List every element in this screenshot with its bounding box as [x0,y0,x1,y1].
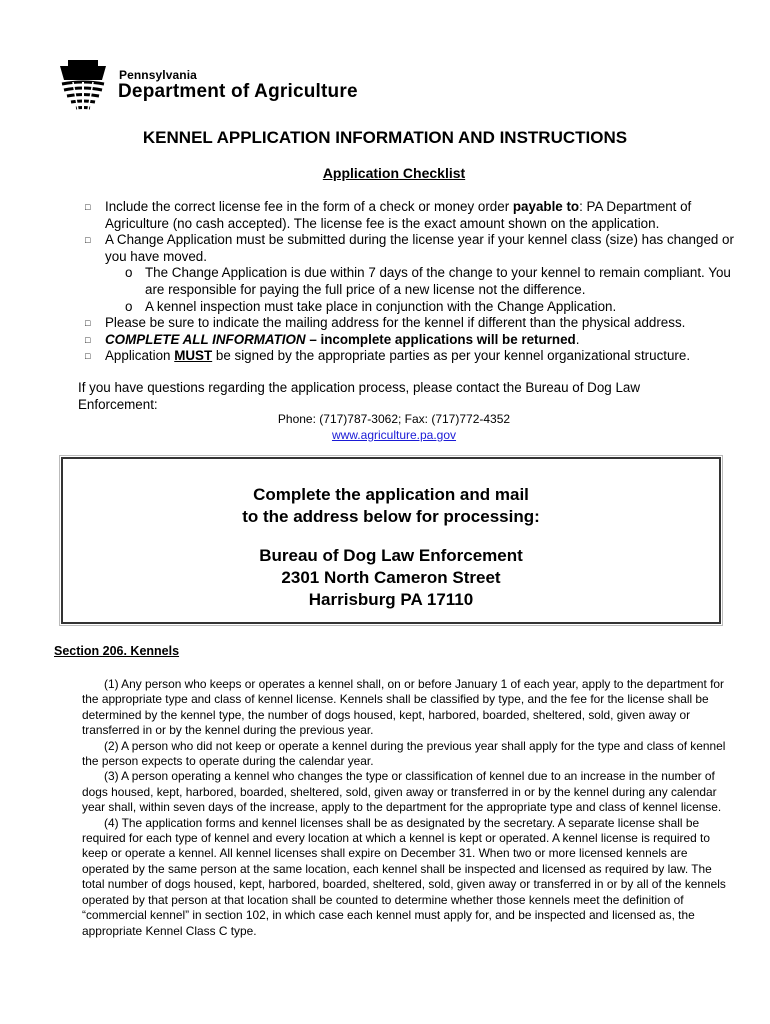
section-paragraph-2: (2) A person who did not keep or operate a kennel during the previous year shall apply for the type and class of kennel the person expects to operate during the calendar year. [82,738,726,769]
checklist-item [85,232,745,265]
mail-instruction-line1: Complete the application and mail [253,485,529,504]
checkbox-icon: □ [85,334,91,345]
org-department-name: Department of Agriculture [118,81,358,102]
section-body [82,677,730,939]
complete-all-info-emphasis: COMPLETE ALL INFORMATION [105,331,306,347]
mail-instruction-line2: to the address below for processing: [242,507,540,526]
checklist-subitem [85,299,745,316]
checklist-item [85,332,745,349]
checklist-item5-text-end: be signed by the appropriate parties as per your kennel organizational structure. [212,348,691,364]
section-paragraph-4: (4) The application forms and kennel licenses shall be as designated by the secretary. A separate license shall be required for each type of kennel and every location at which a kennel is kept or operated. A kennel license is required to keep or operate a kennel. All kennel licenses shall expire on December 31. When two or more licensed kennels are operated by the same person at the same location, each kennel shall be inspected and licensed as required by law. The total number of dogs housed, kept, harbored, boarded, sheltered, sold, given away or transferred in or by all of the kennels operated by that person at that location shall be counted to determine whether those kennels meet the definition of “commercial kennel” in section 102, in which case each kennel must apply for, and be inspected and licensed as, the appropriate Kennel Class C type. [82,815,726,938]
checklist-item1-text-end: : PA Department of Agriculture (no cash accepted). The license fee is the exact amount shown on the application. [105,199,692,231]
checklist-item [85,348,745,365]
contact-question: If you have questions regarding the application process, please contact the Bureau of Dog Law Enforcement: [78,380,641,412]
page-title: KENNEL APPLICATION INFORMATION AND INSTRUCTIONS [142,128,628,147]
checklist-sub2-text: A kennel inspection must take place in conjunction with the Change Application. [145,298,617,314]
address-city: Harrisburg PA 17110 [308,590,474,609]
checkbox-icon: □ [85,235,91,246]
checklist-item5-text: Application [105,348,175,364]
checklist-item4-end: . [575,331,580,347]
mailing-address-box [61,457,721,624]
checklist-item2-text: A Change Application must be submitted during the license year if your kennel class (size) has changed or you have moved. [105,232,734,264]
application-checklist [85,199,745,365]
address-street: 2301 North Cameron Street [281,568,501,587]
section-paragraph-1: (1) Any person who keeps or operates a kennel shall, on or before January 1 of each year, apply to the department for the appropriate type and class of kennel license. Kennels shall be classified by type, and the fee for the license shall be determined by the kennel type, the number of dogs housed, kept, harbored, boarded, sheltered, sold, given away or transferred in or by the kennel during the previous year. [82,677,725,738]
org-state-name: Pennsylvania [119,68,197,82]
checklist-item [85,199,745,232]
checklist-subitem [85,265,745,298]
must-emphasis: MUST [174,348,213,364]
checklist-item [85,315,745,332]
address-bureau: Bureau of Dog Law Enforcement [259,546,523,565]
bullet-icon: o [125,265,133,281]
payable-to-emphasis: payable to [512,199,580,214]
checklist-item3-text: Please be sure to indicate the mailing address for the kennel if different than the physical address. [105,315,686,331]
checkbox-icon: □ [85,351,91,362]
bullet-icon: o [125,298,133,314]
checklist-item1-text: Include the correct license fee in the form of a check or money order [105,199,513,214]
checklist-title: Application Checklist [322,165,466,181]
website-link[interactable]: www.agriculture.pa.gov [331,428,457,442]
keystone-farm-logo-icon [58,60,108,112]
checklist-sub1-text: The Change Application is due within 7 days of the change to your kennel to remain compliant. You are responsible for paying the full price of a new license not the difference. [145,265,731,297]
checkbox-icon: □ [85,318,91,329]
section-paragraph-3: (3) A person operating a kennel who changes the type or classification of kennel due to an increase in the number of dogs housed, kept, harbored, boarded, sheltered, sold, given away or transferred in or by the kennel during any calendar year shall, within seven days of the increase, apply to the department for the appropriate type and class of kennel license. [82,769,722,815]
checkbox-icon: □ [85,202,91,212]
section-title: Section 206. Kennels [54,644,180,658]
phone-fax: Phone: (717)787-3062; Fax: (717)772-4352 [277,412,511,426]
agency-logo [58,60,358,112]
incomplete-returned-text: – incomplete applications will be returned [305,331,576,347]
